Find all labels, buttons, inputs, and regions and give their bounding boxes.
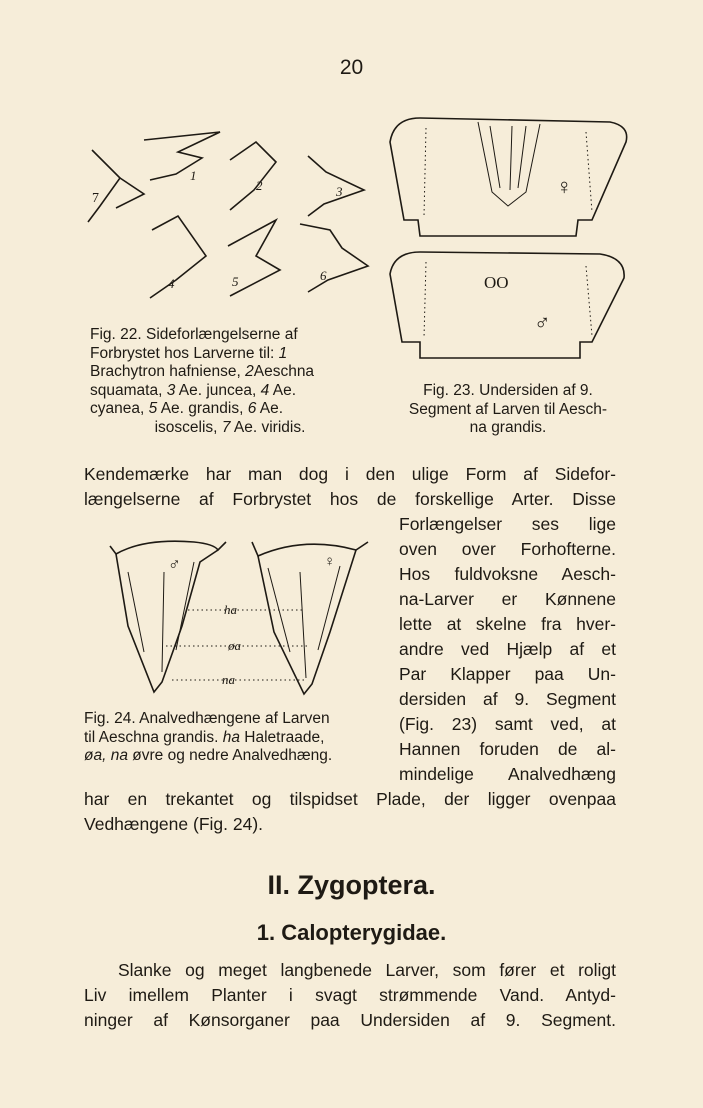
fig22-caption-num1: 1 [278,344,288,362]
wrap-line-11: mindelige Analvedhæng [399,764,616,784]
fig24-label-oa: øa [228,638,241,653]
wrap-line-1: Forlængelser ses lige [399,514,616,534]
fig22-caption-num4: 4 [260,381,270,399]
fig24-caption-line2b: Haletraade, [244,728,325,746]
fig22-outline-2 [230,142,276,210]
fig24-caption-line3b: øvre og nedre Analvedhæng. [132,747,333,764]
wrap-line-9: (Fig. 23) samt ved, at [399,714,616,734]
fig23-female-segment [390,118,627,236]
fig22-caption [90,326,370,437]
fig22-caption-line6b: Ae. viridis. [233,418,306,436]
fig24-caption-na: na [110,747,128,764]
fig22-label-5: 5 [232,274,239,289]
fig22-caption-num2: 2 [245,363,254,380]
section-heading: II. Zygoptera. [267,870,436,900]
fig23-caption [388,382,628,438]
fig22-caption-line1: Fig. 22. Sideforlængelserne af [90,326,298,343]
fig24-label-na: na [222,672,235,687]
section-paragraph [84,958,616,1033]
fig23-illustration [380,112,630,378]
fig22-outline-1 [144,132,220,180]
text-line-3: har en trekantet og tilspidset Plade, der ligger ovenpaa [84,789,616,809]
paragraph-lines-3-4 [84,787,616,837]
fig24-caption-oa: øa, [84,747,107,764]
fig23-marking: OO [484,273,509,292]
page-number: 20 [339,56,364,79]
fig22-caption-num5: 5 [148,400,158,417]
fig23-female-symbol: ♀ [556,174,573,199]
fig22-caption-num7: 7 [221,418,231,436]
fig22-label-1: 1 [190,168,197,183]
wrap-line-4: na-Larver er Kønnene [399,589,616,609]
wrap-line-6: andre ved Hjælp af et [399,639,616,659]
fig22-caption-line5b: Ae. grandis, [160,400,244,417]
fig22-caption-line3b: Aeschna [253,363,315,380]
fig22-illustration [80,120,380,310]
fig24-female-symbol: ♀ [324,554,336,570]
text-line-4: Vedhængene (Fig. 24). [84,814,264,834]
fig22-caption-line4b: Ae. juncea, [178,381,257,399]
fig22-label-4: 4 [168,276,175,291]
wrap-line-3: Hos fuldvoksne Aesch- [399,564,616,584]
fig24-caption-line2a: til Aeschna grandis. [84,728,219,746]
fig22-caption-line3: Brachytron hafniense, [90,363,241,380]
wrap-line-5: lette at skelne fra hver- [399,614,616,634]
fig22-caption-line4c: Ae. [272,381,296,399]
fig24-illustration [104,532,388,704]
fig23-caption-line1: Fig. 23. Undersiden af 9. [423,382,593,399]
section-subheading: 1. Calopterygidae. [256,920,447,945]
fig24-label-ha: ha [224,602,237,617]
fig24-female [252,542,368,694]
fig22-caption-num3: 3 [166,381,176,399]
section-line-3: ninger af Kønsorganer paa Undersiden af 9. Segment. [84,1010,616,1030]
fig22-label-7: 7 [92,191,99,206]
fig24-male-symbol: ♂ [168,555,181,574]
fig22-caption-num6: 6 [247,400,257,417]
text-line-1: Kendemærke har man dog i den ulige Form af Sidefor- [84,464,616,484]
fig22-caption-line5a: cyanea, [90,400,145,417]
fig24-male [110,541,226,692]
fig24-caption-ha: ha [222,728,240,746]
fig23-caption-line3: na grandis. [469,419,547,436]
fig22-caption-line4a: squamata, [90,381,163,399]
wrap-line-10: Hannen foruden de al- [399,739,616,759]
fig23-caption-line2: Segment af Larven til Aesch- [408,400,608,418]
fig22-label-3: 3 [336,184,343,199]
fig22-caption-line6a: isoscelis, [154,418,218,436]
wrap-line-7: Par Klapper paa Un- [399,664,616,684]
fig22-outline-6 [300,224,368,292]
fig22-caption-line5c: Ae. [259,400,284,417]
wrapped-paragraph [399,512,616,787]
fig24-caption [84,710,386,766]
fig22-outline-7 [88,150,144,222]
text-line-2: længelserne af Forbrystet hos de forskellige Arter. Disse [84,489,616,509]
section-line-1: Slanke og meget langbenede Larver, som fører et roligt [118,960,616,980]
fig23-male-symbol: ♂ [534,310,551,335]
fig23-male-segment [390,252,624,358]
fig22-caption-line2: Forbrystet hos Larverne til: [90,344,275,362]
wrap-line-2: oven over Forhofterne. [399,539,616,559]
fig24-caption-line1: Fig. 24. Analvedhængene af Larven [84,710,330,727]
fig22-label-2: 2 [256,178,263,193]
wrap-line-8: dersiden af 9. Segment [399,689,616,709]
paragraph-lines-1-2 [84,462,616,512]
section-line-2: Liv imellem Planter i svagt strømmende Vand. Antyd- [84,985,616,1005]
fig22-label-6: 6 [320,268,327,283]
fig22-outline-4 [150,216,206,298]
